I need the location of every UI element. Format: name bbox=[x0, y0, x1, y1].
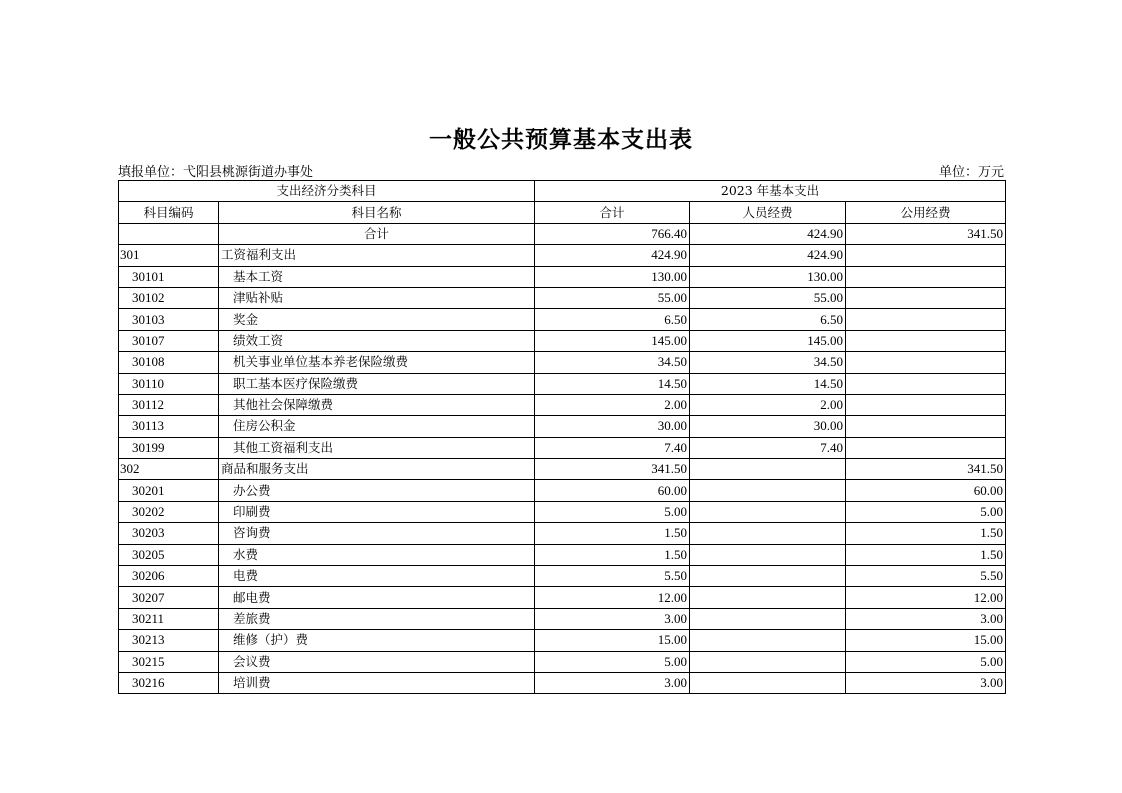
table-row bbox=[119, 523, 1006, 544]
row-total: 6.50 bbox=[535, 309, 690, 330]
fill-unit-label: 填报单位：弋阳县桃源街道办事处 bbox=[118, 165, 314, 180]
row-name: 商品和服务支出 bbox=[219, 459, 535, 480]
row-total: 5.50 bbox=[535, 566, 690, 587]
row-code: 30112 bbox=[119, 394, 219, 415]
row-public bbox=[846, 309, 1006, 330]
row-name: 维修（护）费 bbox=[219, 630, 535, 651]
row-total: 1.50 bbox=[535, 523, 690, 544]
total-personnel-value: 424.90 bbox=[690, 223, 846, 244]
table-row bbox=[119, 480, 1006, 501]
row-total: 60.00 bbox=[535, 480, 690, 501]
header-group-row bbox=[119, 181, 1006, 202]
row-name: 水费 bbox=[219, 544, 535, 565]
table-row bbox=[119, 608, 1006, 629]
row-name: 工资福利支出 bbox=[219, 245, 535, 266]
row-code: 30213 bbox=[119, 630, 219, 651]
table-row bbox=[119, 566, 1006, 587]
row-total: 424.90 bbox=[535, 245, 690, 266]
row-public bbox=[846, 287, 1006, 308]
total-row bbox=[119, 223, 1006, 244]
row-code: 30216 bbox=[119, 672, 219, 693]
row-code: 30102 bbox=[119, 287, 219, 308]
currency-unit-label: 单位：万元 bbox=[938, 165, 1004, 180]
row-code: 30103 bbox=[119, 309, 219, 330]
row-personnel bbox=[690, 480, 846, 501]
row-public bbox=[846, 416, 1006, 437]
row-name: 其他社会保障缴费 bbox=[219, 394, 535, 415]
row-personnel: 424.90 bbox=[690, 245, 846, 266]
row-code: 30201 bbox=[119, 480, 219, 501]
row-total: 145.00 bbox=[535, 330, 690, 351]
row-code: 30215 bbox=[119, 651, 219, 672]
row-public bbox=[846, 330, 1006, 351]
row-name: 培训费 bbox=[219, 672, 535, 693]
row-total: 130.00 bbox=[535, 266, 690, 287]
row-personnel: 55.00 bbox=[690, 287, 846, 308]
row-code: 30199 bbox=[119, 437, 219, 458]
row-public: 60.00 bbox=[846, 480, 1006, 501]
row-public: 1.50 bbox=[846, 544, 1006, 565]
row-personnel bbox=[690, 523, 846, 544]
row-code: 30203 bbox=[119, 523, 219, 544]
row-personnel bbox=[690, 566, 846, 587]
row-name: 其他工资福利支出 bbox=[219, 437, 535, 458]
row-total: 3.00 bbox=[535, 608, 690, 629]
total-public-value: 341.50 bbox=[846, 223, 1006, 244]
row-public bbox=[846, 245, 1006, 266]
row-total: 12.00 bbox=[535, 587, 690, 608]
row-name: 印刷费 bbox=[219, 501, 535, 522]
row-name: 住房公积金 bbox=[219, 416, 535, 437]
row-public: 5.00 bbox=[846, 501, 1006, 522]
row-public: 3.00 bbox=[846, 672, 1006, 693]
row-personnel bbox=[690, 501, 846, 522]
row-code: 30101 bbox=[119, 266, 219, 287]
row-total: 341.50 bbox=[535, 459, 690, 480]
row-personnel: 14.50 bbox=[690, 373, 846, 394]
col-header-public: 公用经费 bbox=[846, 202, 1006, 223]
table-row bbox=[119, 394, 1006, 415]
total-code-cell bbox=[119, 223, 219, 244]
row-code: 301 bbox=[119, 245, 219, 266]
row-public: 15.00 bbox=[846, 630, 1006, 651]
row-code: 30107 bbox=[119, 330, 219, 351]
table-row bbox=[119, 352, 1006, 373]
row-personnel: 2.00 bbox=[690, 394, 846, 415]
row-personnel bbox=[690, 544, 846, 565]
row-name: 差旅费 bbox=[219, 608, 535, 629]
col-header-total: 合计 bbox=[535, 202, 690, 223]
row-total: 5.00 bbox=[535, 501, 690, 522]
row-personnel bbox=[690, 459, 846, 480]
row-code: 30110 bbox=[119, 373, 219, 394]
row-public: 3.00 bbox=[846, 608, 1006, 629]
header-group-right: 2023 年基本支出 bbox=[535, 181, 1006, 202]
budget-table bbox=[118, 180, 1006, 694]
row-name: 绩效工资 bbox=[219, 330, 535, 351]
row-code: 302 bbox=[119, 459, 219, 480]
row-public: 341.50 bbox=[846, 459, 1006, 480]
row-public bbox=[846, 352, 1006, 373]
row-personnel bbox=[690, 608, 846, 629]
header-group-left: 支出经济分类科目 bbox=[119, 181, 535, 202]
row-public: 12.00 bbox=[846, 587, 1006, 608]
row-public bbox=[846, 373, 1006, 394]
col-header-code: 科目编码 bbox=[119, 202, 219, 223]
row-total: 2.00 bbox=[535, 394, 690, 415]
table-row bbox=[119, 587, 1006, 608]
table-row bbox=[119, 501, 1006, 522]
row-name: 办公费 bbox=[219, 480, 535, 501]
row-total: 14.50 bbox=[535, 373, 690, 394]
row-name: 基本工资 bbox=[219, 266, 535, 287]
row-public: 1.50 bbox=[846, 523, 1006, 544]
row-name: 会议费 bbox=[219, 651, 535, 672]
row-total: 1.50 bbox=[535, 544, 690, 565]
row-code: 30206 bbox=[119, 566, 219, 587]
row-name: 邮电费 bbox=[219, 587, 535, 608]
header-columns-row bbox=[119, 202, 1006, 223]
row-total: 15.00 bbox=[535, 630, 690, 651]
row-code: 30211 bbox=[119, 608, 219, 629]
table-row bbox=[119, 651, 1006, 672]
table-row bbox=[119, 330, 1006, 351]
col-header-name: 科目名称 bbox=[219, 202, 535, 223]
col-header-personnel: 人员经费 bbox=[690, 202, 846, 223]
row-code: 30108 bbox=[119, 352, 219, 373]
row-personnel: 130.00 bbox=[690, 266, 846, 287]
row-personnel: 30.00 bbox=[690, 416, 846, 437]
row-code: 30205 bbox=[119, 544, 219, 565]
total-total-value: 766.40 bbox=[535, 223, 690, 244]
row-name: 机关事业单位基本养老保险缴费 bbox=[219, 352, 535, 373]
row-personnel: 6.50 bbox=[690, 309, 846, 330]
row-name: 职工基本医疗保险缴费 bbox=[219, 373, 535, 394]
table-row bbox=[119, 459, 1006, 480]
table-row bbox=[119, 672, 1006, 693]
row-personnel bbox=[690, 672, 846, 693]
row-personnel: 145.00 bbox=[690, 330, 846, 351]
total-label: 合计 bbox=[219, 223, 535, 244]
row-code: 30113 bbox=[119, 416, 219, 437]
table-row bbox=[119, 309, 1006, 330]
row-code: 30207 bbox=[119, 587, 219, 608]
row-name: 奖金 bbox=[219, 309, 535, 330]
row-public bbox=[846, 437, 1006, 458]
table-row bbox=[119, 266, 1006, 287]
row-total: 7.40 bbox=[535, 437, 690, 458]
table-row bbox=[119, 437, 1006, 458]
table-row bbox=[119, 630, 1006, 651]
row-total: 30.00 bbox=[535, 416, 690, 437]
row-public: 5.50 bbox=[846, 566, 1006, 587]
row-personnel: 34.50 bbox=[690, 352, 846, 373]
table-row bbox=[119, 544, 1006, 565]
table-row bbox=[119, 287, 1006, 308]
table-row bbox=[119, 416, 1006, 437]
row-code: 30202 bbox=[119, 501, 219, 522]
row-total: 3.00 bbox=[535, 672, 690, 693]
row-name: 咨询费 bbox=[219, 523, 535, 544]
row-personnel bbox=[690, 587, 846, 608]
row-total: 5.00 bbox=[535, 651, 690, 672]
row-public bbox=[846, 394, 1006, 415]
table-row bbox=[119, 245, 1006, 266]
row-total: 55.00 bbox=[535, 287, 690, 308]
row-name: 津贴补贴 bbox=[219, 287, 535, 308]
row-personnel bbox=[690, 651, 846, 672]
row-personnel: 7.40 bbox=[690, 437, 846, 458]
table-row bbox=[119, 373, 1006, 394]
page-title: 一般公共预算基本支出表 bbox=[429, 127, 693, 153]
row-total: 34.50 bbox=[535, 352, 690, 373]
row-name: 电费 bbox=[219, 566, 535, 587]
row-personnel bbox=[690, 630, 846, 651]
row-public bbox=[846, 266, 1006, 287]
row-public: 5.00 bbox=[846, 651, 1006, 672]
